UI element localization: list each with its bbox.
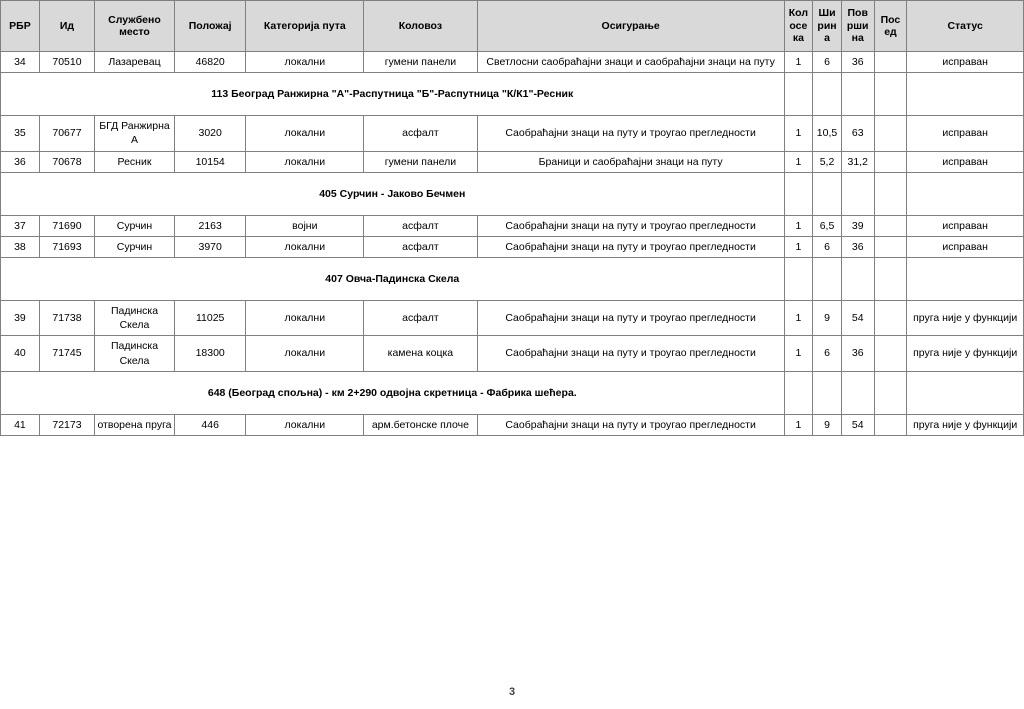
cell-posed xyxy=(874,151,907,172)
cell-status: пруга није у функцији xyxy=(907,336,1024,371)
table-body xyxy=(1,52,1024,436)
cell-status: исправан xyxy=(907,151,1024,172)
column-header-id xyxy=(39,1,94,52)
cell-sirina: 6 xyxy=(813,52,842,73)
cell-id: 70678 xyxy=(39,151,94,172)
cell-mesto: Сурчин xyxy=(95,236,175,257)
column-header-kolose-line-2: осе xyxy=(789,19,808,32)
page-number: 3 xyxy=(508,686,516,698)
cell-rbr: 34 xyxy=(1,52,40,73)
table-row xyxy=(1,215,1024,236)
cell-rbr: 36 xyxy=(1,151,40,172)
cell-polozaj: 10154 xyxy=(174,151,246,172)
cell-id: 70510 xyxy=(39,52,94,73)
cell-sirina: 6,5 xyxy=(813,215,842,236)
table-row xyxy=(1,236,1024,257)
column-header-sirina-line-1: Ши xyxy=(818,7,836,20)
cell-id: 72173 xyxy=(39,414,94,435)
cell-posed xyxy=(874,336,907,371)
section-title-row xyxy=(1,73,1024,116)
cell-kat: локални xyxy=(246,151,364,172)
column-header-koloseka xyxy=(784,1,813,52)
cell-id: 71690 xyxy=(39,215,94,236)
cell-kolose: 1 xyxy=(784,236,813,257)
column-header-povrsina-line-3: на xyxy=(851,32,864,45)
section-empty-cell-sirina xyxy=(813,73,842,116)
cell-kolose: 1 xyxy=(784,301,813,336)
cell-kolose: 1 xyxy=(784,215,813,236)
cell-osig: Светлосни саобраћајни знаци и саобраћајни знаци на путу xyxy=(477,52,784,73)
column-header-rbr-line-1: РБР xyxy=(9,19,31,32)
cell-kolovoz: гумени панели xyxy=(364,151,478,172)
column-header-posed-line-2: ед xyxy=(884,26,897,38)
cell-status: пруга није у функцији xyxy=(907,414,1024,435)
section-empty-cell-kolose xyxy=(784,73,813,116)
section-empty-cell-kolose xyxy=(784,172,813,215)
section-empty-cell-kolose xyxy=(784,371,813,414)
cell-rbr: 40 xyxy=(1,336,40,371)
cell-povrsina: 54 xyxy=(841,301,874,336)
cell-rbr: 35 xyxy=(1,116,40,151)
column-header-povrsina-line-1: Пов xyxy=(847,7,868,20)
section-empty-cell-sirina xyxy=(813,258,842,301)
column-header-kategorija-puta xyxy=(246,1,364,52)
cell-osig: Саобраћајни знаци на путу и троугао прегледности xyxy=(477,215,784,236)
column-header-povrsina xyxy=(841,1,874,52)
cell-polozaj: 18300 xyxy=(174,336,246,371)
cell-polozaj: 46820 xyxy=(174,52,246,73)
column-header-mesto-line-2: место xyxy=(119,26,150,38)
cell-osig: Саобраћајни знаци на путу и троугао прегледности xyxy=(477,236,784,257)
cell-kolovoz: асфалт xyxy=(364,301,478,336)
cell-povrsina: 63 xyxy=(841,116,874,151)
cell-posed xyxy=(874,301,907,336)
cell-posed xyxy=(874,52,907,73)
column-header-posed xyxy=(874,1,907,52)
section-empty-cell-povrsina xyxy=(841,258,874,301)
table-header-row xyxy=(1,1,1024,52)
cell-polozaj: 2163 xyxy=(174,215,246,236)
cell-id: 71745 xyxy=(39,336,94,371)
cell-polozaj: 3970 xyxy=(174,236,246,257)
cell-kolose: 1 xyxy=(784,414,813,435)
cell-sirina: 5,2 xyxy=(813,151,842,172)
cell-posed xyxy=(874,116,907,151)
cell-kolose: 1 xyxy=(784,336,813,371)
section-empty-cell-status xyxy=(907,258,1024,301)
section-empty-cell-kolose xyxy=(784,258,813,301)
cell-status: исправан xyxy=(907,52,1024,73)
section-empty-cell-sirina xyxy=(813,172,842,215)
section-empty-cell-status xyxy=(907,172,1024,215)
column-header-polozaj xyxy=(174,1,246,52)
column-header-status xyxy=(907,1,1024,52)
section-empty-cell-posed xyxy=(874,258,907,301)
column-header-kat-line-1: Категорија пута xyxy=(263,19,346,32)
cell-sirina: 9 xyxy=(813,301,842,336)
cell-kat: локални xyxy=(246,301,364,336)
table-header xyxy=(1,1,1024,52)
section-title: 648 (Београд спољна) - км 2+290 одвојна скретница - Фабрика шећера. xyxy=(1,371,785,414)
cell-povrsina: 54 xyxy=(841,414,874,435)
column-header-sirina-line-2: рин xyxy=(817,19,837,32)
column-header-sluzbeno-mesto xyxy=(95,1,175,52)
column-header-sirina-line-3: а xyxy=(824,32,830,45)
cell-povrsina: 31,2 xyxy=(841,151,874,172)
cell-posed xyxy=(874,236,907,257)
column-header-mesto-line-1: Службено xyxy=(108,13,161,26)
column-header-rbr xyxy=(1,1,40,52)
cell-mesto: Ресник xyxy=(95,151,175,172)
cell-id: 70677 xyxy=(39,116,94,151)
section-title-row xyxy=(1,258,1024,301)
section-empty-cell-status xyxy=(907,371,1024,414)
cell-kolovoz: асфалт xyxy=(364,215,478,236)
cell-posed xyxy=(874,215,907,236)
section-title: 405 Сурчин - Јаково Бечмен xyxy=(1,172,785,215)
cell-kolovoz: камена коцка xyxy=(364,336,478,371)
column-header-status-line-1: Статус xyxy=(947,19,983,32)
cell-povrsina: 36 xyxy=(841,52,874,73)
section-empty-cell-povrsina xyxy=(841,172,874,215)
section-empty-cell-povrsina xyxy=(841,371,874,414)
cell-rbr: 38 xyxy=(1,236,40,257)
cell-kolovoz: арм.бетонске плоче xyxy=(364,414,478,435)
table-row xyxy=(1,151,1024,172)
cell-sirina: 6 xyxy=(813,336,842,371)
cell-status: исправан xyxy=(907,215,1024,236)
cell-povrsina: 36 xyxy=(841,336,874,371)
cell-rbr: 41 xyxy=(1,414,40,435)
column-header-id-line-1: Ид xyxy=(59,19,75,32)
cell-sirina: 6 xyxy=(813,236,842,257)
cell-status: исправан xyxy=(907,116,1024,151)
section-empty-cell-posed xyxy=(874,371,907,414)
cell-kat: локални xyxy=(246,116,364,151)
cell-osig: Саобраћајни знаци на путу и троугао прегледности xyxy=(477,301,784,336)
table-row xyxy=(1,336,1024,371)
cell-povrsina: 39 xyxy=(841,215,874,236)
column-header-osig-line-1: Осигурање xyxy=(601,19,660,32)
section-title: 407 Овча-Падинска Скела xyxy=(1,258,785,301)
section-empty-cell-sirina xyxy=(813,371,842,414)
section-empty-cell-status xyxy=(907,73,1024,116)
cell-polozaj: 446 xyxy=(174,414,246,435)
cell-kat: војни xyxy=(246,215,364,236)
cell-sirina: 10,5 xyxy=(813,116,842,151)
column-header-kolovoz xyxy=(364,1,478,52)
cell-mesto: БГД Ранжирна А xyxy=(95,116,175,151)
column-header-osiguranje xyxy=(477,1,784,52)
cell-kat: локални xyxy=(246,52,364,73)
column-header-sirina xyxy=(813,1,842,52)
column-header-povrsina-line-2: рши xyxy=(846,19,869,32)
cell-polozaj: 11025 xyxy=(174,301,246,336)
cell-osig: Саобраћајни знаци на путу и троугао прегледности xyxy=(477,116,784,151)
table-row xyxy=(1,414,1024,435)
cell-kat: локални xyxy=(246,336,364,371)
table-row xyxy=(1,116,1024,151)
cell-polozaj: 3020 xyxy=(174,116,246,151)
section-empty-cell-posed xyxy=(874,172,907,215)
table-row xyxy=(1,301,1024,336)
column-header-posed-line-1: Пос xyxy=(880,13,901,26)
cell-kolose: 1 xyxy=(784,52,813,73)
cell-kolovoz: асфалт xyxy=(364,116,478,151)
cell-kat: локални xyxy=(246,236,364,257)
cell-osig: Саобраћајни знаци на путу и троугао прегледности xyxy=(477,336,784,371)
cell-rbr: 37 xyxy=(1,215,40,236)
cell-id: 71693 xyxy=(39,236,94,257)
section-empty-cell-povrsina xyxy=(841,73,874,116)
cell-rbr: 39 xyxy=(1,301,40,336)
column-header-kolose-line-3: ка xyxy=(792,32,804,45)
cell-mesto: отворена пруга xyxy=(95,414,175,435)
cell-kolovoz: гумени панели xyxy=(364,52,478,73)
column-header-kolose-line-1: Кол xyxy=(788,7,808,20)
cell-povrsina: 36 xyxy=(841,236,874,257)
cell-kolose: 1 xyxy=(784,151,813,172)
cell-kolovoz: асфалт xyxy=(364,236,478,257)
section-title: 113 Београд Ранжирна "А"-Распутница "Б"-Распутница "К/К1"-Ресник xyxy=(1,73,785,116)
table-row xyxy=(1,52,1024,73)
cell-sirina: 9 xyxy=(813,414,842,435)
section-empty-cell-posed xyxy=(874,73,907,116)
cell-status: исправан xyxy=(907,236,1024,257)
section-title-row xyxy=(1,172,1024,215)
section-title-row xyxy=(1,371,1024,414)
cell-kat: локални xyxy=(246,414,364,435)
cell-posed xyxy=(874,414,907,435)
cell-mesto: Сурчин xyxy=(95,215,175,236)
cell-mesto: Падинска Скела xyxy=(95,336,175,371)
cell-mesto: Падинска Скела xyxy=(95,301,175,336)
cell-kolose: 1 xyxy=(784,116,813,151)
cell-osig: Саобраћајни знаци на путу и троугао прегледности xyxy=(477,414,784,435)
cell-status: пруга није у функцији xyxy=(907,301,1024,336)
cell-id: 71738 xyxy=(39,301,94,336)
cell-osig: Браници и саобраћајни знаци на путу xyxy=(477,151,784,172)
column-header-polozaj-line-1: Положај xyxy=(188,19,232,32)
cell-mesto: Лазаревац xyxy=(95,52,175,73)
column-header-kolovoz-line-1: Коловоз xyxy=(398,19,443,32)
